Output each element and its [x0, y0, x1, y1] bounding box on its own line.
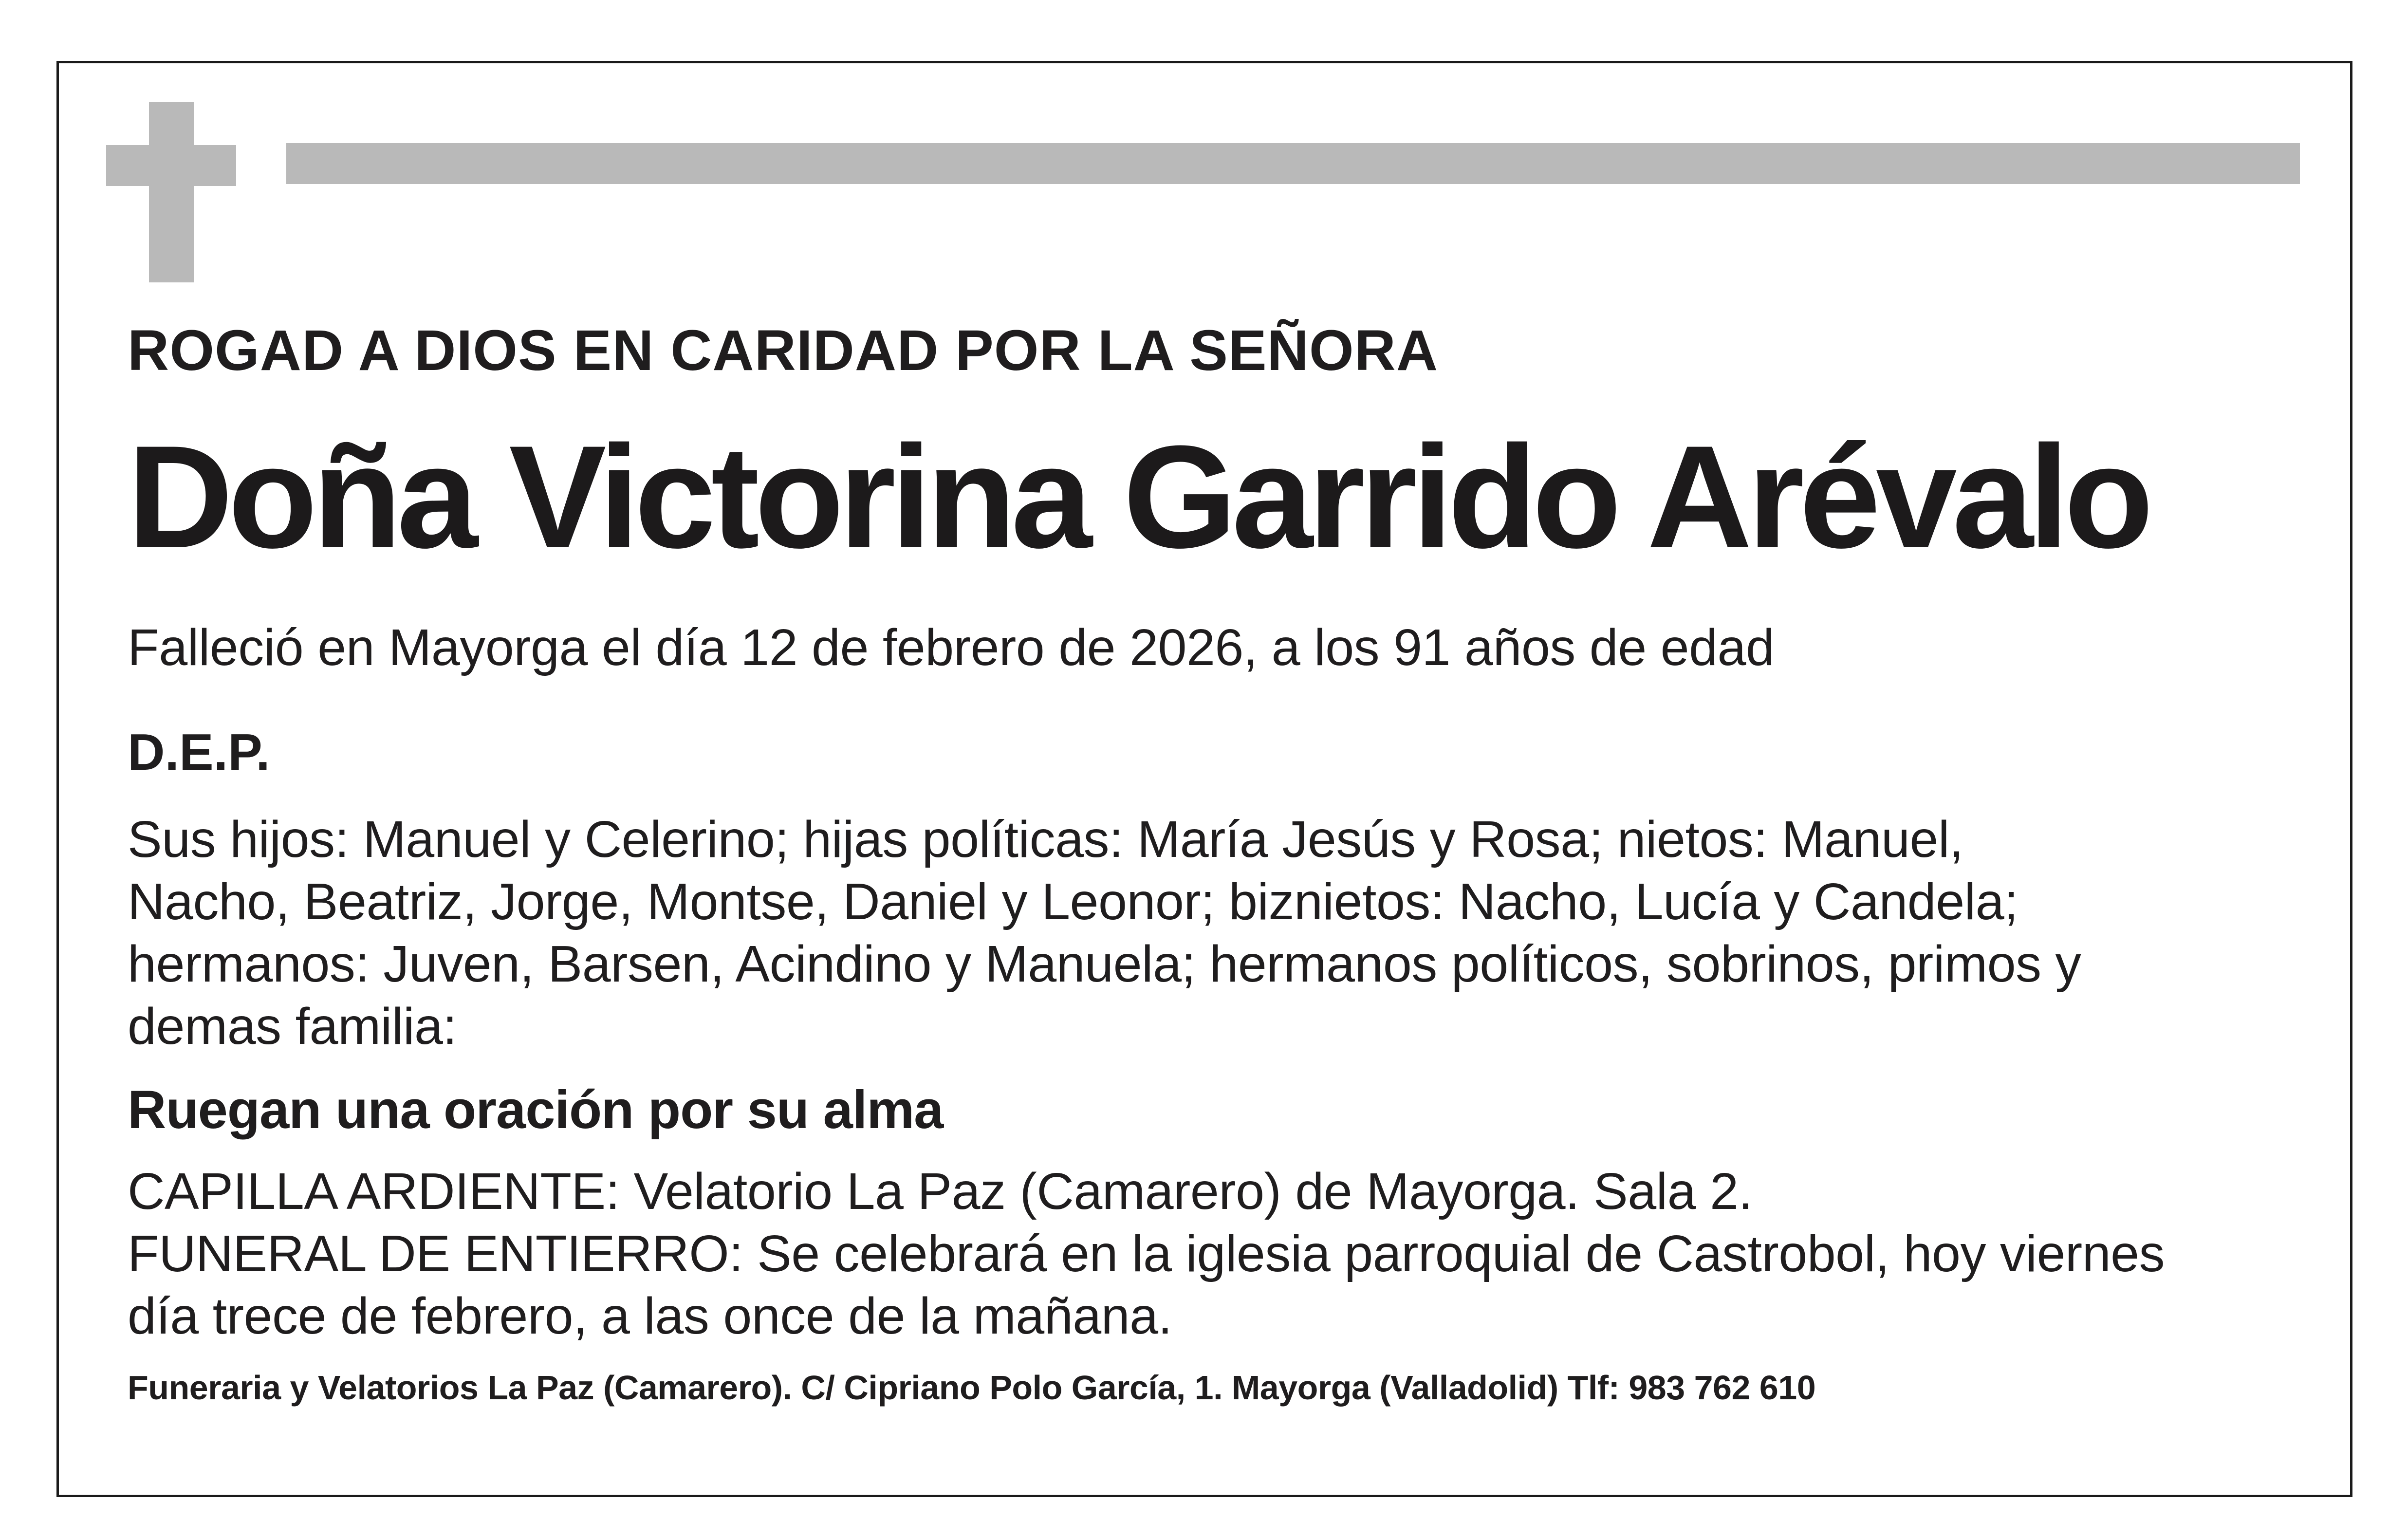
death-details: Falleció en Mayorga el día 12 de febrero de 2026, a los 91 años de edad	[128, 619, 1775, 676]
service-line: CAPILLA ARDIENTE: Velatorio La Paz (Camarero) de Mayorga. Sala 2.	[128, 1163, 1753, 1220]
service-line: día trece de febrero, a las once de la mañana.	[128, 1287, 1172, 1345]
funeral-home-footer: Funeraria y Velatorios La Paz (Camarero). C/ Cipriano Polo García, 1. Mayorga (Valladolid) Tlf: 983 762 610	[128, 1369, 1816, 1407]
deceased-name: Doña Victorina Garrido Arévalo	[128, 415, 2149, 578]
family-line: Sus hijos: Manuel y Celerino; hijas políticas: María Jesús y Rosa; nietos: Manuel,	[128, 811, 1963, 868]
family-line: hermanos: Juven, Barsen, Acindino y Manuela; hermanos políticos, sobrinos, primos y	[128, 935, 2081, 993]
family-line: demas familia:	[128, 998, 457, 1055]
service-details	[128, 1160, 2165, 1347]
family-line: Nacho, Beatriz, Jorge, Montse, Daniel y Leonor; biznietos: Nacho, Lucía y Candela;	[128, 873, 2018, 930]
cross-horizontal-bar	[106, 145, 236, 186]
header-rule	[286, 143, 2300, 184]
prayer-request: Ruegan una oración por su alma	[128, 1080, 944, 1140]
rest-in-peace-label: D.E.P.	[128, 724, 270, 781]
intro-heading: ROGAD A DIOS EN CARIDAD POR LA SEÑORA	[128, 318, 1439, 383]
service-line: FUNERAL DE ENTIERRO: Se celebrará en la iglesia parroquial de Castrobol, hoy viernes	[128, 1225, 2165, 1282]
latin-cross-icon	[106, 102, 236, 282]
cross-vertical-bar	[149, 102, 194, 282]
family-list	[128, 808, 2081, 1058]
